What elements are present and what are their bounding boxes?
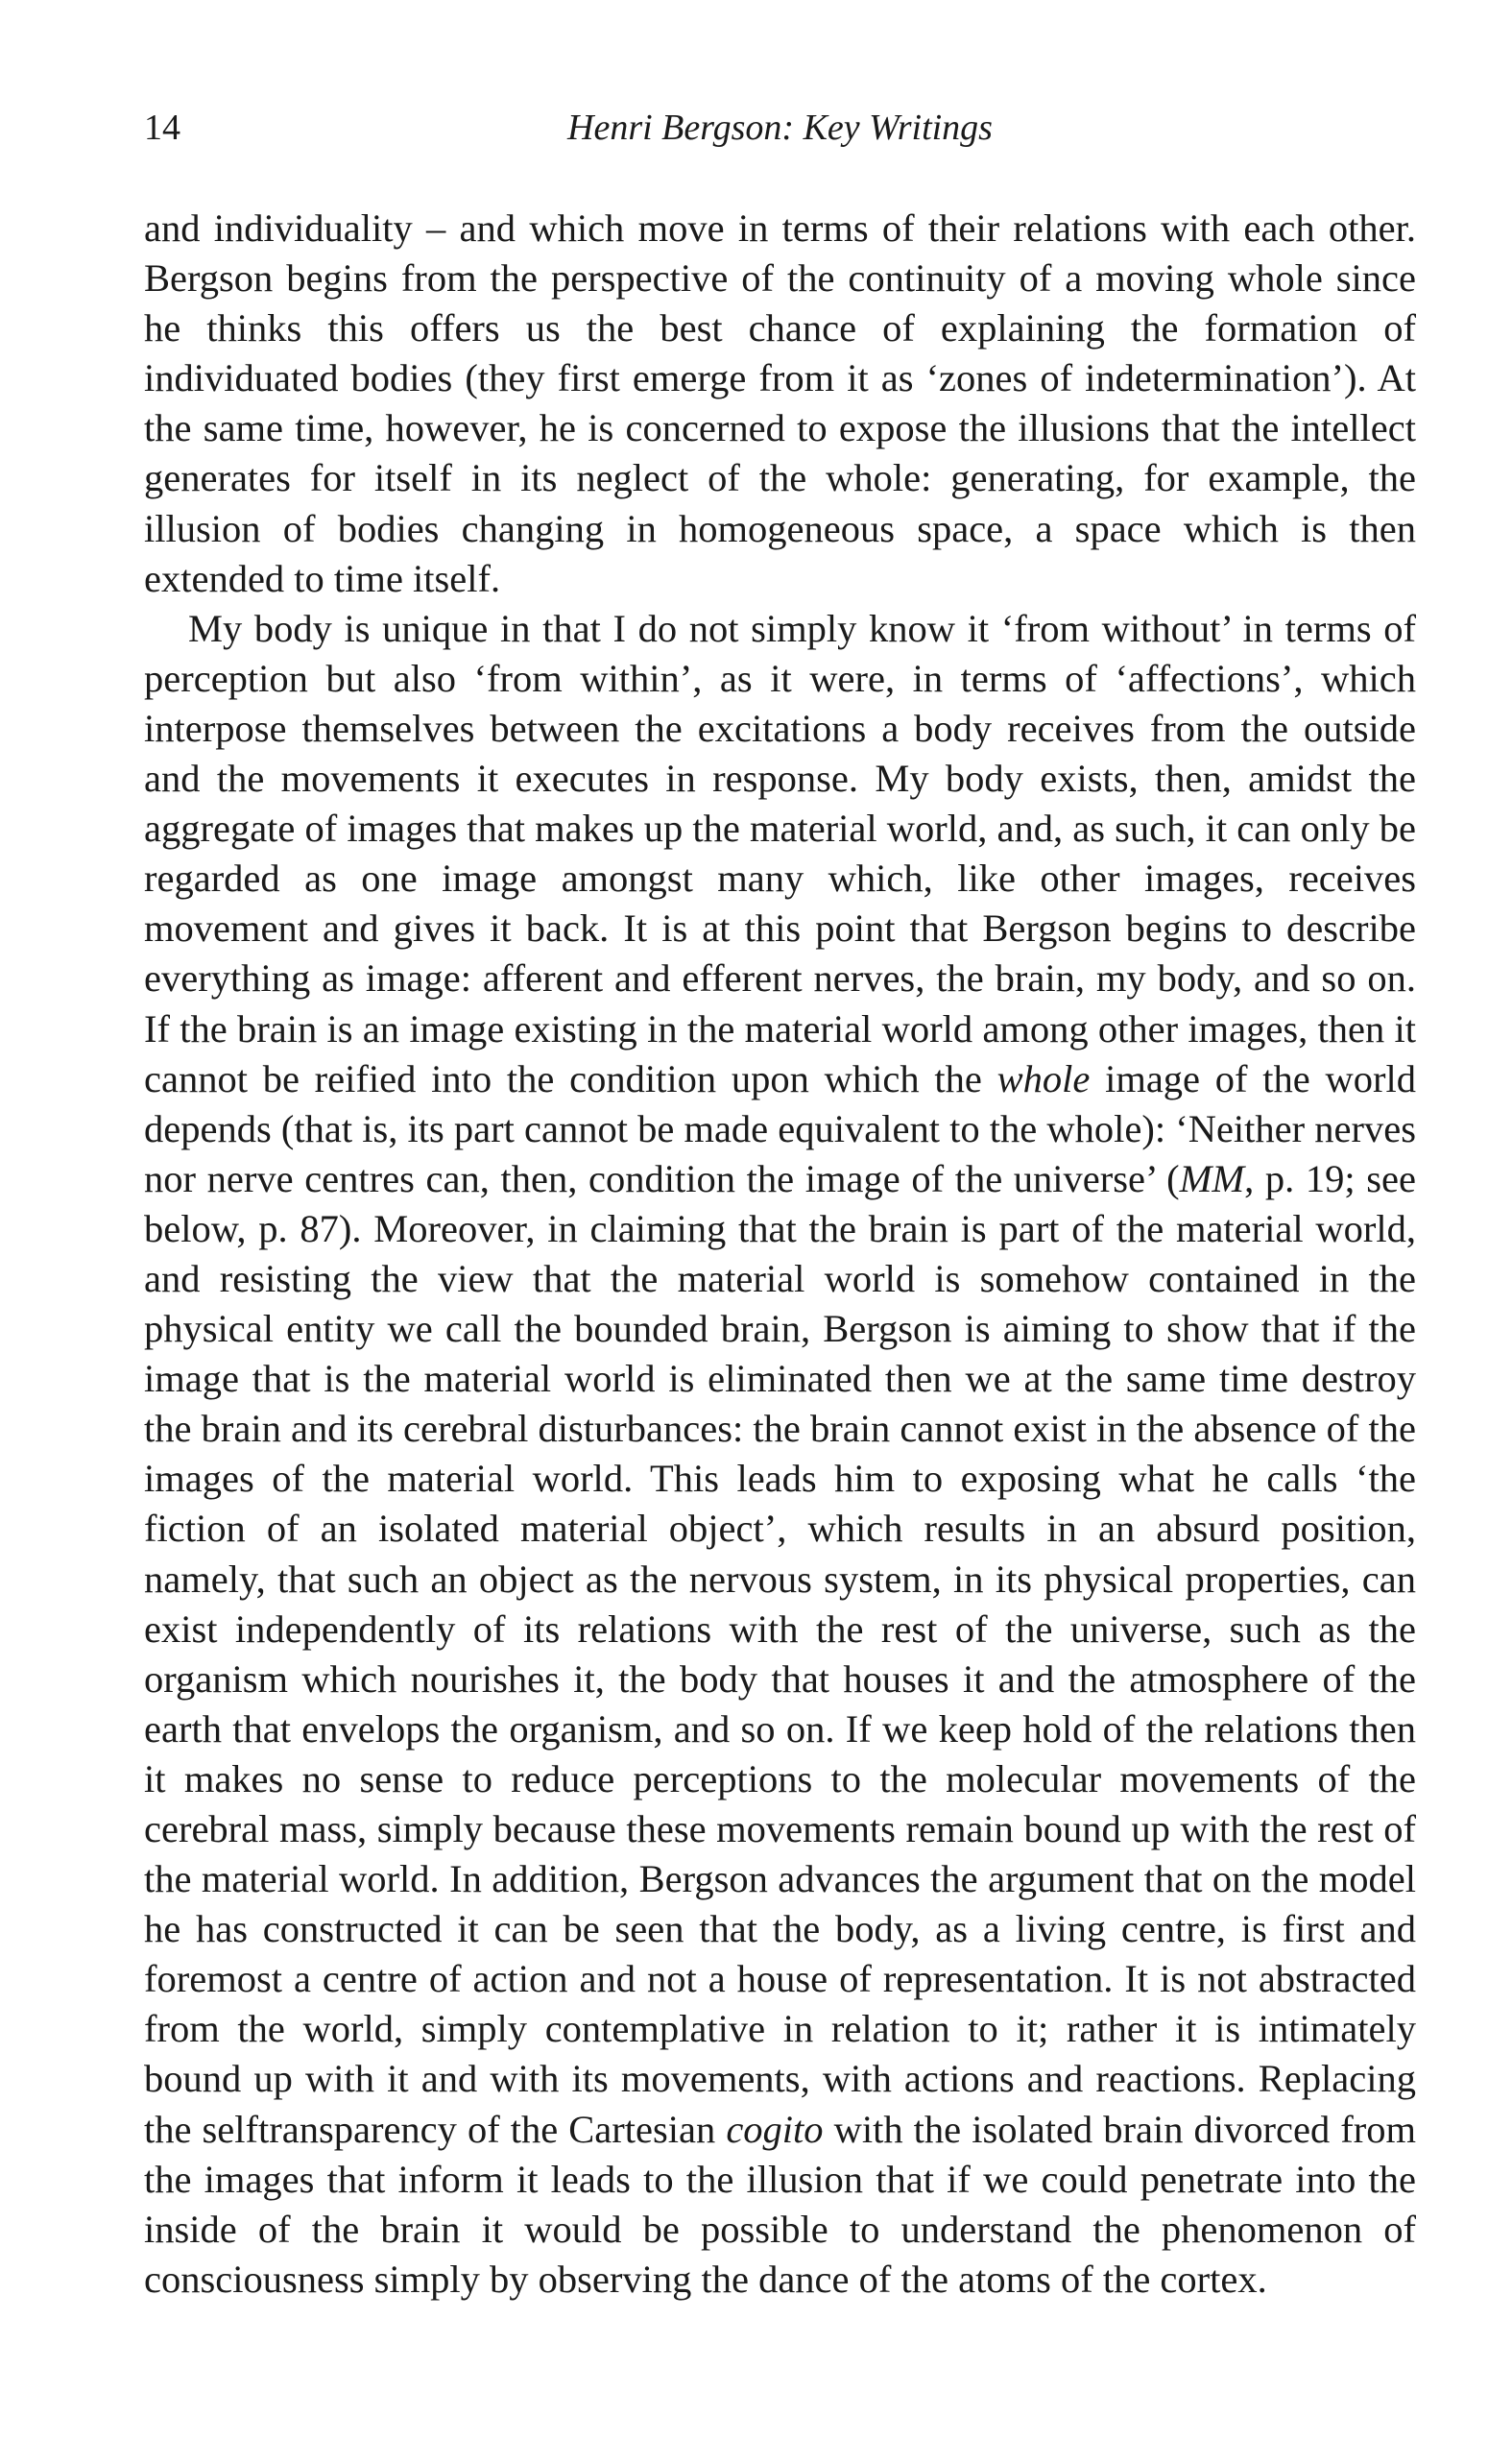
running-head [144,104,1416,152]
text-run: with the isolated brain divorced from the images that inform it leads to the illusion that if we could penetrate into the inside of the brain it would be possible to understand the phenomenon of consciousness simply by observing the dance of the atoms of the cortex. [144,2107,1416,2301]
body-text [144,204,1416,2305]
paragraph-1 [144,204,1416,604]
page-number: 14 [144,108,180,148]
text-run: My body is unique in that I do not simply know it ‘from without’ in terms of perception but also ‘from within’, as it were, in terms of ‘affections’, which interpose themselves between the excitations a body receives from the outside and the movements it executes in response. My body exists, then, amidst the aggregate of images that makes up the material world, and, as such, it can only be regarded as one image amongst many which, like other images, receives movement and gives it back. It is at this point that Bergson begins to describe everything as image: afferent and efferent nerves, the brain, my body, and so on. If the brain is an image existing in the material world among other images, then it cannot be reified into the condition upon which the [144,606,1416,1100]
text-run: , p. 19; see below, p. 87). Moreover, in claiming that the brain is part of the material world, and resisting the view that the material world is somehow contained in the physical entity we call the bounded brain, Bergson is aiming to show that if the image that is the material world is eliminated then we at the same time destroy the brain and its cerebral disturbances: the brain cannot exist in the absence of the images of the material world. This leads him to exposing what he calls ‘the fiction of an isolated material object’, which results in an absurd position, namely, that such an object as the nervous system, in its physical properties, can exist independently of its relations with the rest of the universe, such as the organism which nourishes it, the body that houses it and the atmosphere of the earth that envelops the organism, and so on. If we keep hold of the relations then it makes no sense to reduce perceptions to the molecular movements of the cerebral mass, simply because these movements remain bound up with the rest of the material world. In addition, Bergson advances the argument that on the model he has constructed it can be seen that the body, as a living centre, is first and foremost a centre of action and not a house of representation. It is not abstracted from the world, simply contemplative in relation to it; rather it is intimately bound up with it and with its movements, with actions and reactions. Replacing the selftransparency of the Cartesian [144,1156,1416,2151]
book-page [144,0,1416,2440]
italic-run-mm: MM [1179,1156,1245,1200]
running-title: Henri Bergson: Key Writings [567,108,993,148]
text-run: and individuality – and which move in terms of their relations with each other. Bergson begins from the perspective of the continuity of a moving whole since he thinks this offers us the best chance of explaining the formation of individuated bodies (they first emerge from it as ‘zones of indetermination’). At the same time, however, he is concerned to expose the illusions that the intellect generates for itself in its neglect of the whole: generating, for example, the illusion of bodies changing in homogeneous space, a space which is then extended to time itself. [144,206,1416,600]
italic-run-whole: whole [996,1056,1091,1100]
text-run: image of the world depends (that is, its part cannot be made equivalent to the whole): ‘Neither nerves nor nerve centres can, then, condition the image of the universe’ ( [144,1056,1416,1200]
italic-run-cogito: cogito [726,2107,824,2151]
paragraph-2 [144,604,1416,2305]
